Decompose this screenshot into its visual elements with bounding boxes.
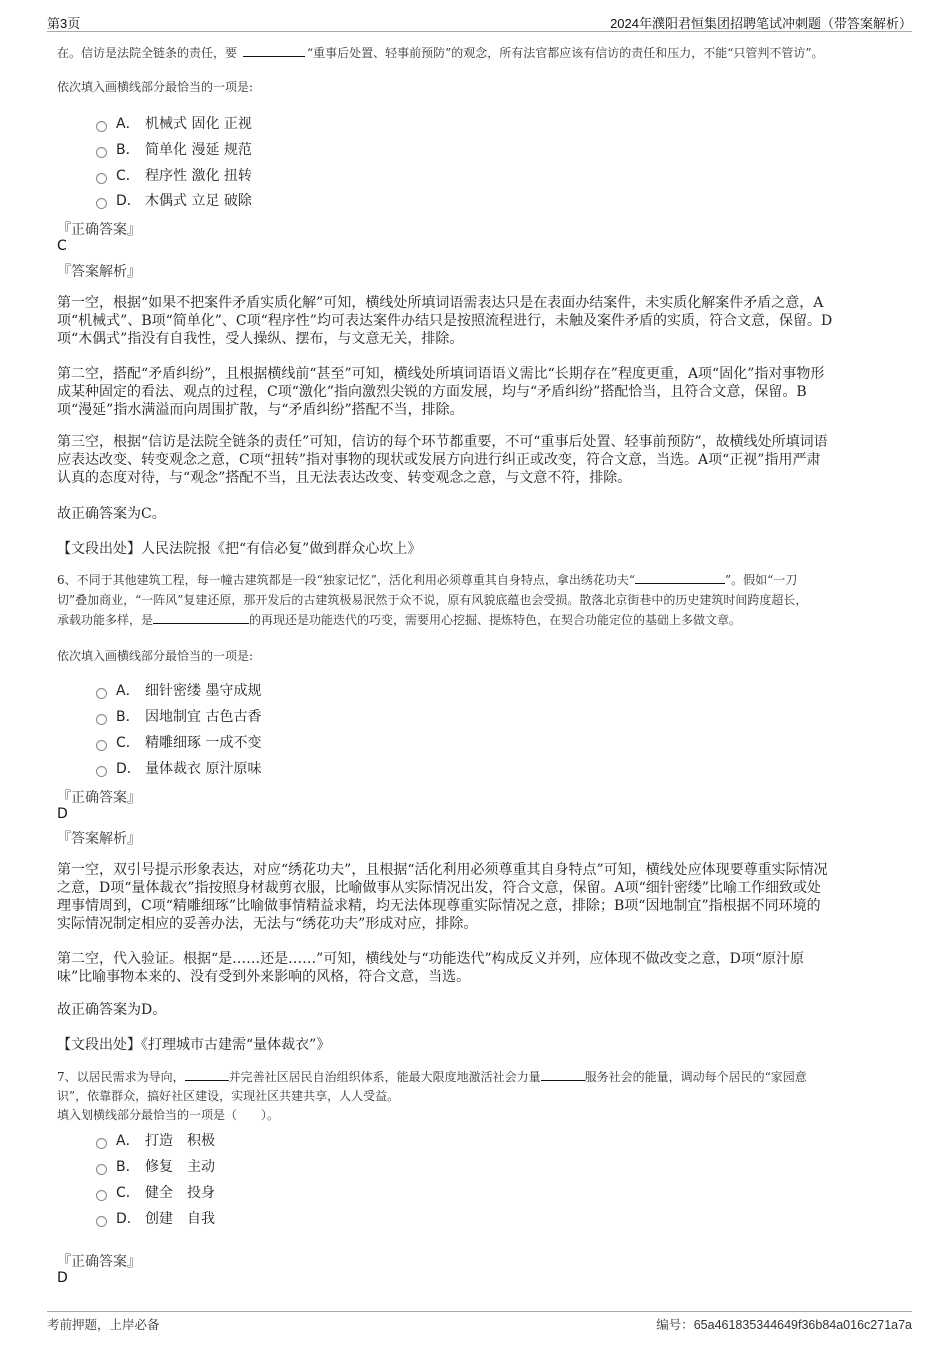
text-line: 第二空，代入验证。根据“是……还是……”可知，横线处与“功能迭代”构成反义并列，应体现不做改变之意，D项“原汁原 [57, 951, 805, 967]
text-segment: 切”叠加商业，“一阵风”复建还原，那开发后的古建筑极易泯然于众不说，原有风貌底蕴也会受损。散落北京街巷中的历史建筑时间跨度超长， [57, 593, 808, 607]
text-line: 之意，D项“量体裁衣”指按照身材裁剪衣服，比喻做事从实际情况出发，符合文意，保留。A项“细针密缕”比喻工作细致或处 [57, 880, 821, 896]
text-line: 味”比喻事物本来的、没有受到外来影响的风格，符合文意，当选。 [57, 969, 471, 985]
text-segment: 6、不同于其他建筑工程，每一幢古建筑都是一段“独家记忆”，活化利用必须尊重其自身特点，拿出绣花功夫“ [57, 573, 636, 587]
option-letter: D． [116, 761, 141, 777]
source-label: 【文段出处】 [57, 1037, 141, 1053]
q6-option-b[interactable] [96, 706, 261, 728]
q5-analysis-p2 [57, 365, 907, 419]
source-text: 人民法院报《把“有信必复”做到群众心坎上》 [141, 541, 422, 557]
q6-option-d[interactable] [96, 758, 261, 780]
option-text: 程序性 激化 扭转 [145, 168, 252, 184]
option-text: 细针密缕 墨守成规 [145, 683, 262, 699]
q5-blank [243, 44, 305, 57]
option-letter: D． [116, 1211, 141, 1227]
q6-blank-1 [635, 571, 725, 584]
text-line: 理事情周到，C项“精雕细琢”比喻做事情精益求精，均无法体现尊重实际情况之意，排除；B项“因地制宜”指根据不同环境的 [57, 898, 821, 914]
radio-icon[interactable] [96, 121, 107, 132]
q6-analysis-p2 [57, 950, 907, 986]
text-line: 第三空，根据“信访是法院全链条的责任”可知，信访的每个环节都重要，不可“重事后处置、轻事前预防”，故横线处所填词语 [57, 434, 828, 450]
footer-slogan: 考前押题，上岸必备 [47, 1318, 160, 1332]
text-segment: ”。假如“一刀 [725, 573, 798, 587]
option-text: 因地制宜 古色古香 [145, 709, 262, 725]
q5-answer-label: 『正确答案』 [57, 222, 141, 238]
q6-option-a[interactable] [96, 680, 261, 702]
q7-option-b[interactable] [96, 1156, 215, 1178]
q6-blank-2 [153, 611, 249, 624]
text-segment: 的再现还是功能迭代的巧变，需要用心挖掘、提炼特色，在契合功能定位的基础上多做文章。 [249, 613, 742, 627]
text-line [57, 610, 917, 630]
option-text: 木偶式 立足 破除 [145, 193, 252, 209]
q6-analysis-p1 [57, 861, 907, 933]
option-text: 健全 投身 [145, 1185, 215, 1201]
radio-icon[interactable] [96, 714, 107, 725]
q7-answer-label: 『正确答案』 [57, 1254, 141, 1270]
option-letter: A． [116, 116, 140, 132]
q7-prompt: 填入划横线部分最恰当的一项是（ ）。 [57, 1108, 280, 1122]
option-letter: C． [116, 1185, 140, 1201]
text-segment: 承载功能多样，是 [57, 613, 154, 627]
option-letter: B． [116, 709, 140, 725]
text-line: 识”，依靠群众，搞好社区建设，实现社区共建共享，人人受益。 [57, 1089, 400, 1103]
option-text: 量体裁衣 原汁原味 [145, 761, 262, 777]
option-letter: B． [116, 142, 140, 158]
text-line: 项“木偶式”指没有自我性，受人操纵、摆布，与文意无关，排除。 [57, 331, 464, 347]
q5-tail-pre: 在。信访是法院全链条的责任，要 [57, 46, 238, 60]
option-letter: B． [116, 1159, 140, 1175]
q6-analysis-label: 『答案解析』 [57, 831, 141, 847]
q7-option-c[interactable] [96, 1182, 215, 1204]
q6-answer-value: D [57, 806, 68, 822]
q6-option-c[interactable] [96, 732, 261, 754]
text-line [57, 590, 917, 610]
q6-source [57, 1034, 330, 1054]
page-footer [47, 1311, 912, 1334]
q5-conclusion: 故正确答案为C。 [57, 506, 166, 522]
option-text: 打造 积极 [145, 1133, 215, 1149]
page-header [47, 10, 912, 32]
text-line: 应表达改变、转变观念之意，C项“扭转”指对事物的现状或发展方向进行纠正或改变，符合文意，当选。A项“正视”指用严肃 [57, 452, 821, 468]
option-text: 精雕细琢 一成不变 [145, 735, 262, 751]
q7-blank-2 [541, 1068, 585, 1081]
q5-option-a[interactable] [96, 113, 252, 135]
radio-icon[interactable] [96, 766, 107, 777]
q5-option-d[interactable] [96, 190, 252, 212]
q5-option-b[interactable] [96, 139, 252, 161]
q7-answer-value: D [57, 1270, 68, 1286]
q6-prompt: 依次填入画横线部分最恰当的一项是: [57, 649, 254, 663]
option-text: 简单化 漫延 规范 [145, 142, 252, 158]
radio-icon[interactable] [96, 1164, 107, 1175]
radio-icon[interactable] [96, 740, 107, 751]
text-line [57, 1068, 917, 1087]
q5-tail-text [57, 43, 824, 63]
page-number: 第3页 [47, 16, 81, 31]
text-segment: 并完善社区居民自治组织体系，能最大限度地激活社会力量 [228, 1070, 541, 1084]
option-text: 创建 自我 [145, 1211, 215, 1227]
text-line [57, 570, 917, 590]
q6-answer-label: 『正确答案』 [57, 790, 141, 806]
text-segment: 7、以居民需求为导向， [57, 1070, 185, 1084]
q5-analysis-label: 『答案解析』 [57, 264, 141, 280]
option-letter: A． [116, 683, 140, 699]
text-line: 实际情况制定相应的妥善办法，无法与“绣花功夫”形成对应，排除。 [57, 916, 478, 932]
radio-icon[interactable] [96, 173, 107, 184]
code-value: 65a461835344649f36b84a016c271a7a [693, 1318, 912, 1332]
q5-analysis-p1 [57, 294, 907, 348]
q5-prompt: 依次填入画横线部分最恰当的一项是: [57, 80, 254, 94]
q5-analysis-p3 [57, 433, 907, 487]
q6-conclusion: 故正确答案为D。 [57, 1002, 167, 1018]
text-line: 认真的态度对待，与“观念”搭配不当，且无法表达改变、转变观念之意，与文意不符，排除。 [57, 470, 632, 486]
text-line: 项“机械式”、B项“简单化”、C项“程序性”均可表达案件办结只是按照流程进行，未触及案件矛盾的实质，符合文意，保留。D [57, 313, 833, 329]
text-line: 第一空，双引号提示形象表达，对应“绣花功夫”，且根据“活化利用必须尊重其自身特点”可知，横线处应体现要尊重实际情况 [57, 862, 828, 878]
radio-icon[interactable] [96, 198, 107, 209]
q5-option-c[interactable] [96, 165, 252, 187]
source-label: 【文段出处】 [57, 541, 141, 557]
text-line: 项“漫延”指水满溢而向周围扩散，与“矛盾纠纷”搭配不当，排除。 [57, 402, 464, 418]
q5-answer-value: C [57, 238, 67, 254]
radio-icon[interactable] [96, 147, 107, 158]
q7-question-text [57, 1068, 917, 1125]
source-text: 《打理城市古建需“量体裁衣”》 [141, 1037, 331, 1053]
option-letter: D． [116, 193, 141, 209]
radio-icon[interactable] [96, 1190, 107, 1201]
q7-blank-1 [185, 1068, 229, 1081]
option-text: 修复 主动 [145, 1159, 215, 1175]
q7-option-a[interactable] [96, 1130, 215, 1152]
q7-option-d[interactable] [96, 1208, 215, 1230]
q6-question-text [57, 570, 917, 630]
text-line: 第一空，根据“如果不把案件矛盾实质化解”可知，横线处所填词语需表达只是在表面办结案件，未实质化解案件矛盾之意，A [57, 295, 824, 311]
text-line: 第二空，搭配“矛盾纠纷”，且根据横线前“甚至”可知，横线处所填词语语义需比“长期存在”程度更重，A项“固化”指对事物形 [57, 366, 825, 382]
radio-icon[interactable] [96, 1138, 107, 1149]
text-segment: 服务社会的能量，调动每个居民的“家园意 [584, 1070, 807, 1084]
option-letter: A． [116, 1133, 140, 1149]
q5-source [57, 538, 421, 558]
radio-icon[interactable] [96, 1216, 107, 1227]
option-text: 机械式 固化 正视 [145, 116, 252, 132]
code-label: 编号： [656, 1318, 694, 1332]
radio-icon[interactable] [96, 688, 107, 699]
q5-tail-post: “重事后处置、轻事前预防”的观念，所有法官都应该有信访的责任和压力，不能“只管判不管访”。 [307, 46, 824, 60]
text-line: 成某种固定的看法、观点的过程，C项“激化”指向激烈尖锐的方面发展，均与“矛盾纠纷”搭配恰当，且符合文意，保留。B [57, 384, 807, 400]
option-letter: C． [116, 168, 140, 184]
option-letter: C． [116, 735, 140, 751]
footer-code [656, 1315, 912, 1333]
document-title: 2024年濮阳君恒集团招聘笔试冲刺题（带答案解析） [610, 16, 912, 31]
